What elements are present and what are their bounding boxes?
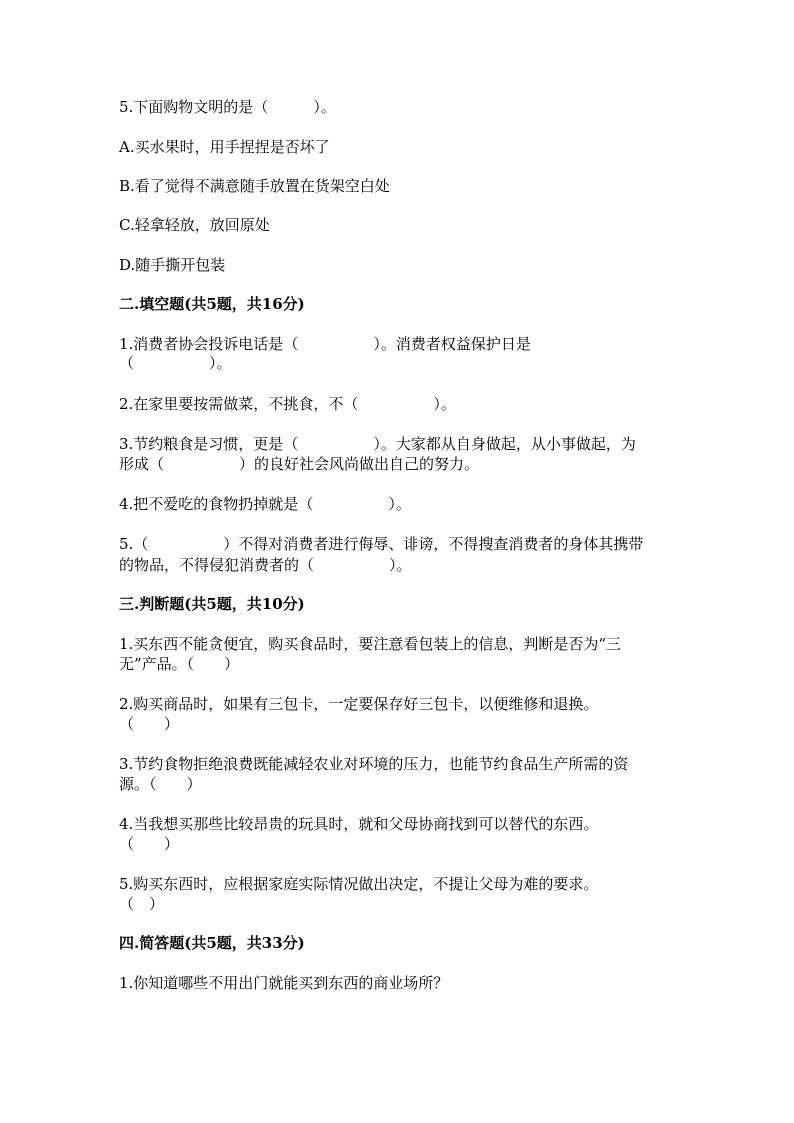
fill-question-5-line2: 的物品，不得侵犯消费者的（ ）。 [119,556,412,574]
fill-question-5-line1: 5.（ ）不得对消费者进行侮辱、诽谤，不得搜查消费者的身体其携带 [119,535,644,553]
judge-question-1-line2: 无”产品。（ ） [119,655,240,673]
section-title-fill-blank: 二.填空题(共5题，共16分) [119,295,305,313]
fill-question-3-line1: 3.节约粮食是习惯，更是（ ）。大家都从自身做起，从小事做起，为 [119,435,636,453]
section-title-judgement: 三.判断题(共5题，共10分) [119,595,305,613]
option-d: D.随手撕开包装 [119,256,226,274]
judge-question-1-line1: 1.买东西不能贪便宜，购买食品时，要注意看包装上的信息，判断是否为“三 [119,635,621,653]
judge-question-5-line1: 5.购买东西时，应根据家庭实际情况做出决定，不提让父母为难的要求。 [119,875,599,893]
judge-question-2-line2: （ ） [119,715,180,733]
option-a: A.买水果时，用手捏捏是否坏了 [119,138,330,156]
question-stem: 5.下面购物文明的是（ ）。 [119,98,336,116]
section-title-short-answer: 四.简答题(共5题，共33分) [119,934,305,952]
judge-question-3-line2: 源。（ ） [119,775,202,793]
judge-question-4-line2: （ ） [119,835,180,853]
judge-question-2-line1: 2.购买商品时，如果有三包卡，一定要保存好三包卡，以便维修和退换。 [119,695,599,713]
short-answer-question-1: 1.你知道哪些不用出门就能买到东西的商业场所？ [119,974,449,992]
judge-question-5-line2: （ ） [119,895,165,913]
judge-question-3-line1: 3.节约食物拒绝浪费既能减轻农业对环境的压力，也能节约食品生产所需的资 [119,755,629,773]
judge-question-4-line1: 4.当我想买那些比较昂贵的玩具时，就和父母协商找到可以替代的东西。 [119,815,599,833]
fill-question-1-line1: 1.消费者协会投诉电话是（ ）。消费者权益保护日是 [119,335,531,353]
option-b: B.看了觉得不满意随手放置在货架空白处 [119,177,390,195]
fill-question-2: 2.在家里要按需做菜，不挑食，不（ ）。 [119,395,456,413]
option-c: C.轻拿轻放，放回原处 [119,216,270,234]
fill-question-4: 4.把不爱吃的食物扔掉就是（ ）。 [119,495,411,513]
fill-question-1-line2: （ ）。 [119,354,232,372]
fill-question-3-line2: 形成（ ）的良好社会风尚做出自己的努力。 [119,455,480,473]
